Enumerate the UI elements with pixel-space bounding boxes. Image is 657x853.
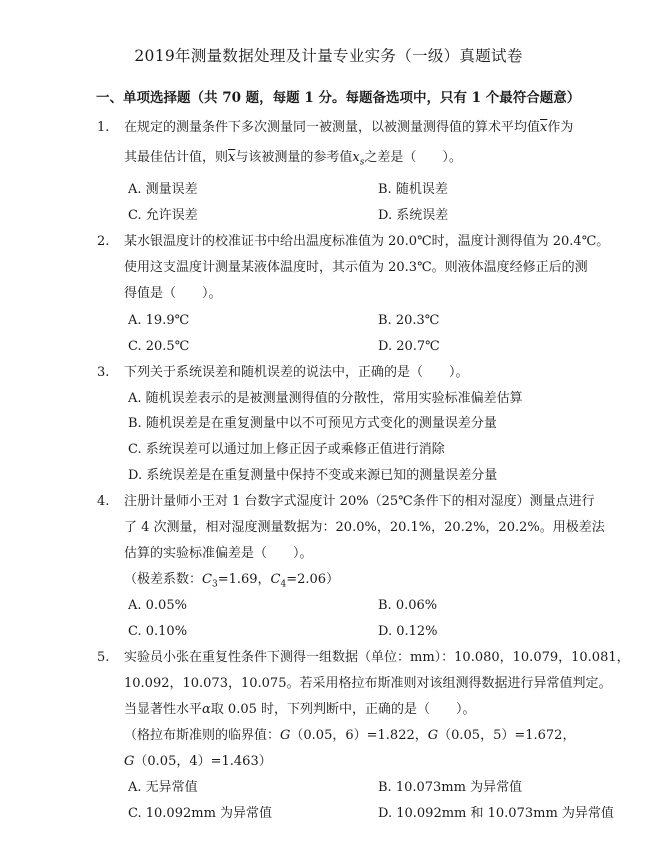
option-b: B. 随机误差: [378, 182, 448, 197]
option-d: D. 系统误差是在重复测量中保持不变或来源已知的测量误差分量: [128, 468, 498, 483]
option-c: C. 0.10%: [128, 624, 188, 639]
option-c: C. 系统误差可以通过加上修正因子或乘修正值进行消除: [128, 442, 445, 457]
option-a: A. 0.05%: [128, 598, 187, 613]
critical-value-note: （格拉布斯准则的临界值：G（0.05，6）=1.822，G（0.05，5）=1.672，: [124, 728, 576, 743]
option-c: C. 允许误差: [128, 208, 198, 223]
option-a: A. 随机误差表示的是被测量测得值的分散性，常用实验标准偏差估算: [128, 391, 523, 406]
alpha-symbol: α: [202, 702, 211, 717]
option-a: A. 无异常值: [128, 780, 198, 795]
option-d: D. 20.7℃: [378, 339, 440, 354]
option-a: A. 19.9℃: [128, 313, 190, 328]
question-stem-line: 注册计量师小王对 1 台数字式湿度计 20%（25℃条件下的相对湿度）测量点进行: [124, 494, 595, 509]
option-d: D. 10.092mm 和 10.073mm 为异常值: [378, 806, 614, 821]
question-stem-line: 得值是（ ）。: [124, 286, 222, 301]
question-number: 5.: [97, 650, 110, 665]
question-stem-line: 10.092，10.073，10.075。若采用格拉布斯准则对该组测得数据进行异常值判定。: [124, 676, 612, 691]
critical-value-note: G（0.05，4）=1.463）: [124, 754, 272, 769]
x-bar-symbol: $\overline{x}$: [540, 120, 548, 135]
question-number: 1.: [97, 120, 110, 135]
question-stem-line: 实验员小张在重复性条件下测得一组数据（单位：mm）：10.080，10.079，10.081，: [124, 650, 630, 665]
option-b: B. 0.06%: [378, 598, 438, 613]
x-bar-symbol: $\overline{x}$: [228, 150, 236, 165]
option-b: B. 20.3℃: [378, 313, 440, 328]
page-title: 2019年测量数据处理及计量专业实务（一级）真题试卷: [134, 47, 523, 65]
question-stem-line: 在规定的测量条件下多次测量同一被测量，以被测量测得值的算术平均值$\overline{x}$作为: [124, 120, 574, 135]
question-stem-line: 估算的实验标准偏差是（ ）。: [124, 546, 313, 561]
question-number: 4.: [97, 494, 110, 509]
question-stem-line: 当显著性水平α取 0.05 时，下列判断中，正确的是（ ）。: [124, 702, 476, 717]
option-c: C. 20.5℃: [128, 339, 190, 354]
question-stem-line: 了 4 次测量，相对湿度测量数据为：20.0%，20.1%，20.2%，20.2%。用极差法: [124, 520, 605, 535]
option-b: B. 10.073mm 为异常值: [378, 780, 523, 795]
option-a: A. 测量误差: [128, 182, 198, 197]
question-number: 3.: [97, 365, 110, 380]
question-stem-line: 某水银温度计的校准证书中给出温度标准值为 20.0℃时，温度计测得值为 20.4℃。: [124, 234, 610, 249]
option-d: D. 0.12%: [378, 624, 438, 639]
option-d: D. 系统误差: [378, 208, 449, 223]
option-b: B. 随机误差是在重复测量中以不可预见方式变化的测量误差分量: [128, 416, 497, 431]
option-c: C. 10.092mm 为异常值: [128, 806, 273, 821]
question-stem-line: 其最佳估计值，则$\overline{x}$与该被测量的参考值$x_s$之差是（ ）。: [124, 150, 462, 168]
constant-note: （极差系数：$C_3=1.69$，$C_4=2.06$）: [124, 572, 340, 590]
section-heading: 一、单项选择题（共 70 题，每题 1 分。每题备选项中，只有 1 个最符合题意）: [96, 90, 581, 106]
question-number: 2.: [97, 234, 110, 249]
x-s-symbol: x: [352, 150, 360, 165]
question-stem-line: 使用这支温度计测量某液体温度时，其示值为 20.3℃。则液体温度经修正后的测: [124, 260, 588, 275]
question-stem-line: 下列关于系统误差和随机误差的说法中，正确的是（ ）。: [124, 365, 469, 380]
